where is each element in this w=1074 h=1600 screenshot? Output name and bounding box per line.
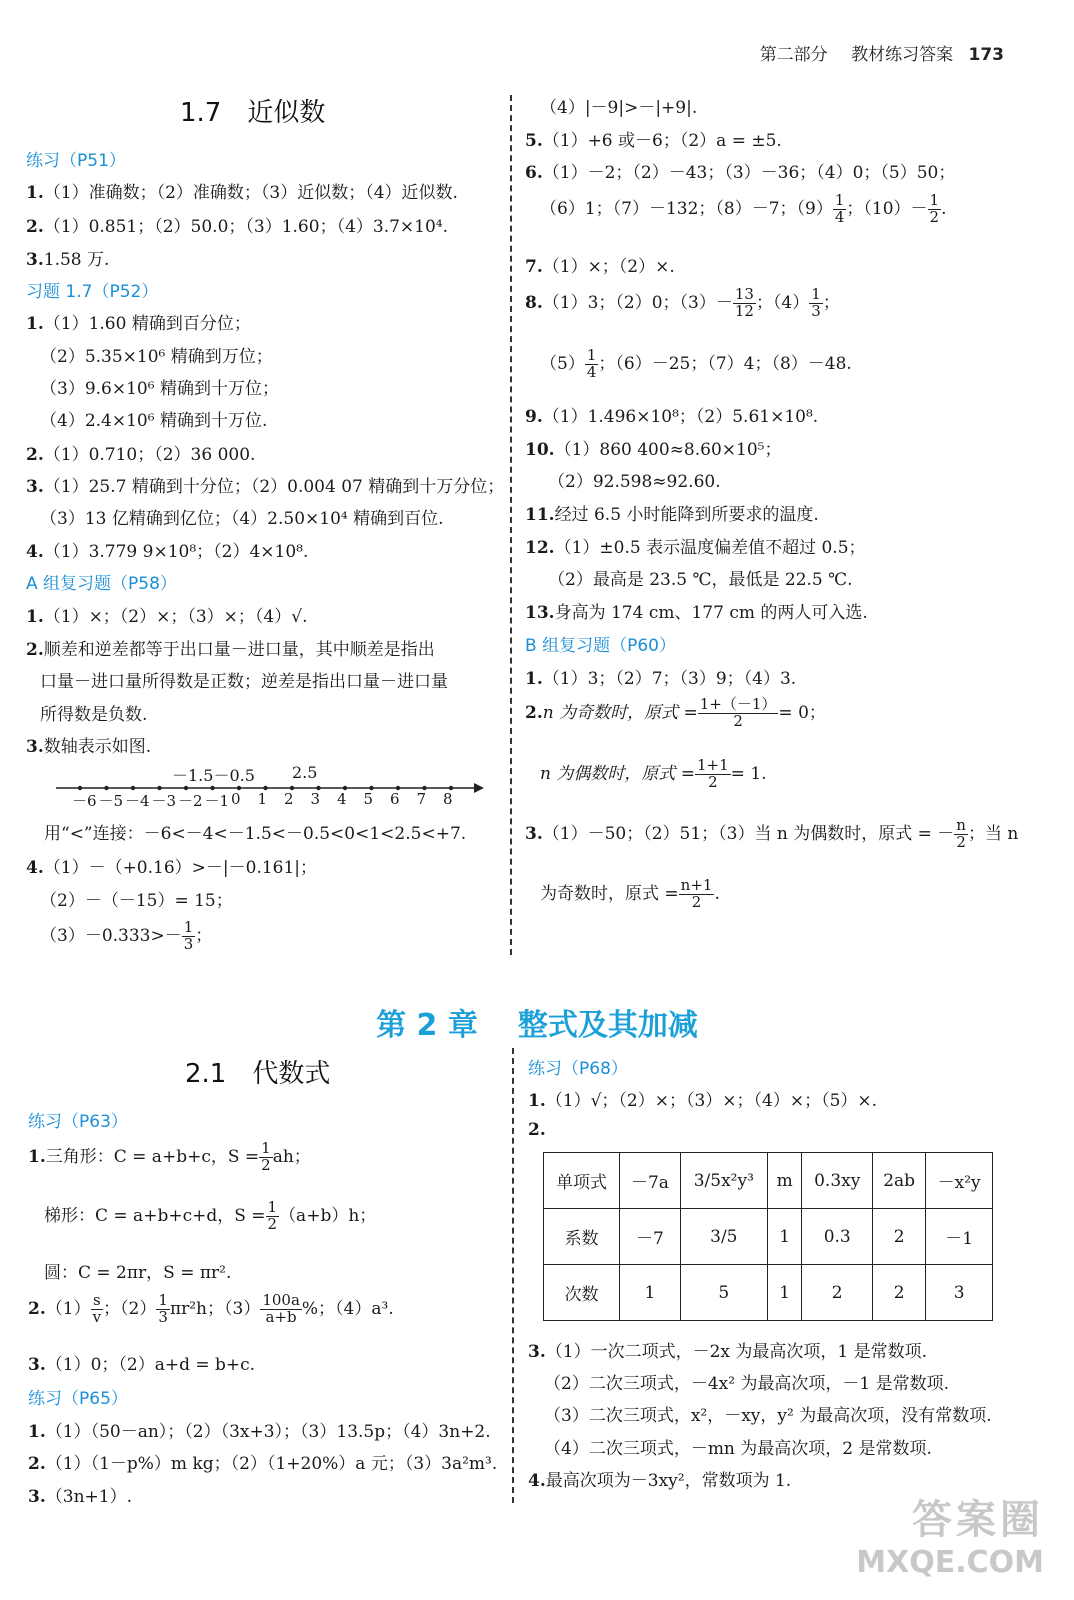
answer-line: （3）－0.333>－ $\frac{1}{3}$ ； [40,918,213,953]
answer-line: 梯形：C = a+b+c+d，S = $\frac{1}{2}$ （a+b）h； [44,1198,377,1233]
answer-line: 1.（1）3；（2）7；（3）9；（4）3. [525,669,797,689]
review-a-title: A 组复习题（P58） [26,574,177,594]
answer-line: 2.（1） $\frac{s}{v}$ ；（2） $\frac{1}{3}$ πr²h；（3） $\frac{100a}{a+b}$ %；（4）a³. [28,1291,394,1326]
answer-line: 4.最高次项为－3xy²，常数项为 1. [528,1471,792,1491]
answer-line: 4.（1）－（+0.16）>－|－0.161|； [26,858,318,878]
answer-line: 1.（1）×；（2）×；（3）×；（4）√. [26,607,308,627]
answer-line: 1.（1）（50－an）；（2）（3x+3）；（3）13.5p；（4）3n+2. [28,1422,491,1442]
answer-line: 1.（1）√；（2）×；（3）×；（4）×；（5）×. [528,1091,878,1111]
answer-line: 5.（1）+6 或－6；（2）a = ±5. [525,131,782,151]
page-number: 173 [968,45,1004,65]
table-cell: 0.3xy [802,1153,872,1209]
number-line-tick-label: 1 [257,790,268,808]
table-cell: 0.3 [802,1209,872,1265]
answer-line: （2）－（－15）= 15； [40,891,233,911]
section-title-2-1: 2.1 代数式 [185,1059,331,1089]
table-row [544,1265,993,1321]
answer-line: 3.1.58 万. [26,250,110,270]
exercise-p51-title: 练习（P51） [26,151,126,171]
answer-line: 10.（1）860 400≈8.60×10⁵； [525,440,782,460]
number-line-tick-label: －1 [204,792,230,810]
answer-line: 2.n 为奇数时，原式 = $\frac{1+(-1)}{2}$ = 0； [525,695,826,730]
answer-line: （4）二次三项式，－mn 为最高次项，2 是常数项. [544,1439,932,1459]
number-line-tick-label: 3 [310,790,321,808]
number-line-tick-label: 4 [337,790,347,808]
answer-line: 12.（1）±0.5 表示温度偏差值不超过 0.5； [525,538,866,558]
answer-line: 1.（1）准确数；（2）准确数；（3）近似数；（4）近似数. [26,183,458,203]
answer-line: 2.顺差和逆差都等于出口量－进口量，其中顺差是指出 [26,640,435,660]
answer-line: （3）9.6×10⁶ 精确到十万位； [40,379,279,399]
answer-line: 1.三角形：C = a+b+c，S = $\frac{1}{2}$ ah； [28,1139,311,1174]
table-cell: 3 [926,1265,993,1321]
number-line-tick-label: －6 [72,792,97,810]
answer-line: 用“<”连接：－6<－4<－1.5<－0.5<0<1<2.5<+7. [44,824,467,844]
table-cell: 3/5x²y³ [680,1153,767,1209]
table-cell: 1 [767,1265,802,1321]
number-line-tick-label: －2 [178,792,203,810]
chapter-heading [0,1000,1074,1044]
table-cell: －1 [926,1209,993,1265]
answer-line: 3.（1）25.7 精确到十分位；（2）0.004 07 精确到十万分位； [26,477,505,497]
chapter-number: 第 2 章 [376,1008,478,1043]
table-cell: －7a [620,1153,681,1209]
table-cell: 2 [872,1209,925,1265]
answer-line: n 为偶数时，原式 = $\frac{1+1}{2}$ = 1. [540,756,767,791]
answer-line: （4）|－9|>－|+9|. [540,98,698,118]
review-b-title: B 组复习题（P60） [525,636,676,656]
answer-line: （5） $\frac{1}{4}$ ；（6）－25；（7）4；（8）－48. [540,346,852,381]
column-divider-bottom [512,1048,514,1503]
answer-line: （3）二次三项式，x²，－xy，y² 为最高次项，没有常数项. [544,1406,992,1426]
number-line-tick-label: －3 [151,792,177,810]
chapter-title: 整式及其加减 [517,1008,698,1043]
answer-line: （6）1；（7）－132；（8）－7；（9） $\frac{1}{4}$ ；（10）－ $\frac{1}{2}$ . [540,191,947,226]
answer-line: 8.（1）3；（2）0；（3）－ $\frac{13}{12}$ ；（4） $\frac{1}{3}$ ； [525,285,840,320]
answer-line: 3.（1）0；（2）a+d = b+c. [28,1355,256,1375]
answer-line: 2.（1）0.710；（2）36 000. [26,445,256,465]
answer-line: 2. [528,1120,546,1140]
answer-line: 1.（1）1.60 精确到百分位； [26,314,251,334]
number-line-tick-label: 6 [390,790,400,808]
homework-1-7-title: 习题 1.7（P52） [26,282,159,302]
answer-line: （2）5.35×10⁶ 精确到万位； [40,347,273,367]
answer-line: 13.身高为 174 cm、177 cm 的两人可入选. [525,603,868,623]
table-row [544,1209,993,1265]
table-cell: 单项式 [544,1153,620,1209]
table-cell: 5 [680,1265,767,1321]
table-cell: m [767,1153,802,1209]
table-cell: 2 [872,1265,925,1321]
page-header [760,40,1004,65]
answer-line: 2.（1）（1－p%）m kg；（2）（1+20%）a 元；（3）3a²m³. [28,1454,498,1474]
table-cell: 2 [802,1265,872,1321]
answer-line: 4.（1）3.779 9×10⁸；（2）4×10⁸. [26,542,309,562]
number-line-tick-label: 8 [443,790,453,808]
answer-line: （3）13 亿精确到亿位；（4）2.50×10⁴ 精确到百位. [40,509,444,529]
number-line-tick-label: 2 [284,790,294,808]
header-part: 第二部分 [759,45,828,65]
header-title: 教材练习答案 [851,45,954,65]
answer-line: （2）二次三项式，－4x² 为最高次项，－1 是常数项. [544,1374,950,1394]
answer-line: 6.（1）－2；（2）－43；（3）－36；（4）0；（5）50； [525,163,956,183]
table-cell: 2ab [872,1153,925,1209]
table-cell: 1 [620,1265,681,1321]
exercise-p63-title: 练习（P63） [28,1112,128,1132]
answer-line: 9.（1）1.496×10⁸；（2）5.61×10⁸. [525,407,819,427]
table-cell: －7 [620,1209,681,1265]
number-line-tick-label: 7 [416,790,427,808]
watermark-logo: 答案圈 MXQE.COM [856,1497,1044,1580]
table-cell: 次数 [544,1265,620,1321]
column-divider-top [510,95,512,955]
monomial-table [543,1152,993,1321]
answer-line: 11.经过 6.5 小时能降到所要求的温度. [525,505,819,525]
answer-line: 圆：C = 2πr，S = πr². [44,1263,232,1283]
answer-line: 所得数是负数. [40,705,148,725]
exercise-p65-title: 练习（P65） [28,1389,128,1409]
table-row [544,1153,993,1209]
number-line-tick-label: －5 [98,792,124,810]
number-line-tick-label: 0 [231,790,241,808]
answer-line: （4）2.4×10⁶ 精确到十万位. [40,411,268,431]
table-cell: 1 [767,1209,802,1265]
answer-line: （2）最高是 23.5 ℃，最低是 22.5 ℃. [548,570,853,590]
answer-line: 口量－进口量所得数是正数；逆差是指出口量－进口量 [40,672,448,692]
answer-line: （2）92.598≈92.60. [548,472,721,492]
number-line-label-pos: 2.5 [292,763,318,782]
number-line-label-neg: －1.5－0.5 [172,766,255,785]
number-line-tick-label: －4 [125,792,150,810]
table-cell: 3/5 [680,1209,767,1265]
answer-line: 3.（3n+1）. [28,1487,132,1507]
table-cell: －x²y [926,1153,993,1209]
number-line-tick-label: 5 [363,790,374,808]
answer-line: 3.数轴表示如图. [26,737,152,757]
answer-line: 2.（1）0.851；（2）50.0；（3）1.60；（4）3.7×10⁴. [26,217,449,237]
answer-line: 为奇数时，原式 = $\frac{n+1}{2}$ . [540,876,720,911]
answer-line: 3.（1）一次二项式，－2x 为最高次项，1 是常数项. [528,1342,927,1362]
exercise-p68-title: 练习（P68） [528,1059,628,1079]
answer-line: 3.（1）－50；（2）51；（3）当 n 为偶数时，原式 = － $\frac{n}{2}$ ；当 n [525,816,1019,851]
section-title-1-7: 1.7 近似数 [180,98,326,128]
answer-line: 7.（1）×；（2）×. [525,257,675,277]
table-cell: 系数 [544,1209,620,1265]
